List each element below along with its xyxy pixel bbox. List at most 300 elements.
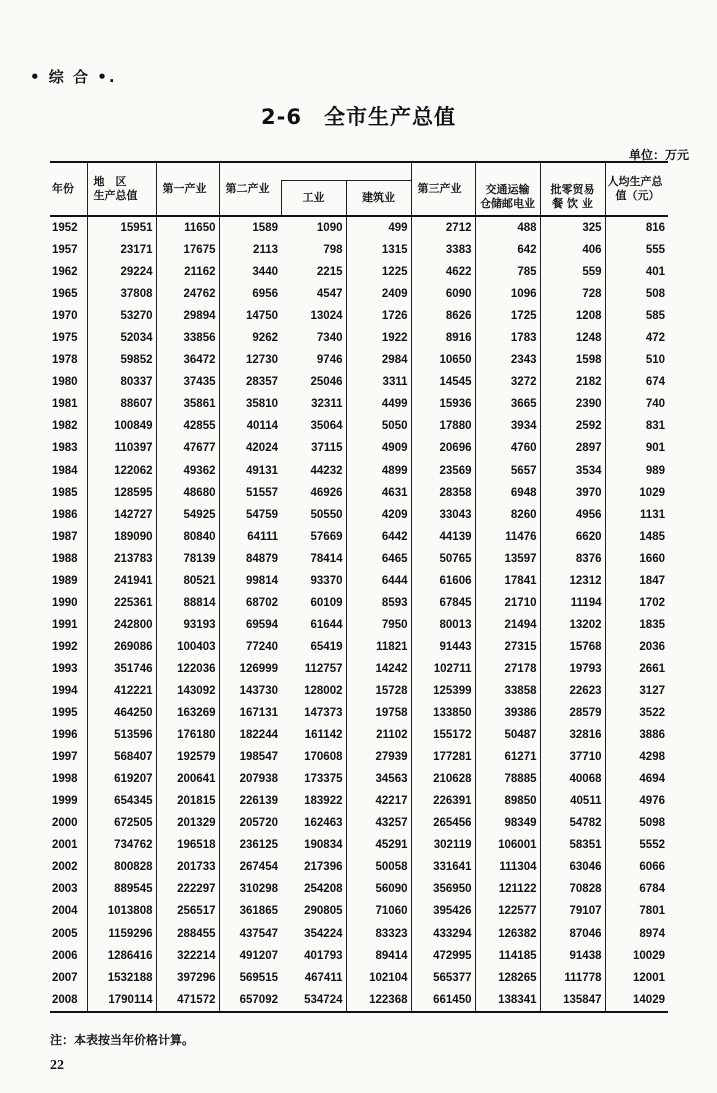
cell-wholesale: 325 bbox=[540, 216, 605, 239]
cell-year: 1995 bbox=[50, 702, 87, 724]
header-percapita-line1: 人均生产总 bbox=[607, 175, 663, 188]
cell-construction: 4499 bbox=[346, 393, 411, 415]
cell-transport: 98349 bbox=[475, 812, 540, 834]
header-secondary: 第二产业 bbox=[219, 162, 281, 216]
cell-transport: 11476 bbox=[475, 526, 540, 548]
cell-wholesale: 111778 bbox=[540, 967, 605, 989]
cell-secondary: 126999 bbox=[239, 662, 278, 675]
table-row bbox=[50, 856, 668, 878]
page-title: 2-6 全市生产总值 bbox=[261, 105, 456, 129]
cell-transport: 121122 bbox=[475, 878, 540, 900]
cell-tertiary: 125399 bbox=[411, 680, 475, 702]
cell-tertiary: 661450 bbox=[411, 989, 475, 1012]
cell-wholesale: 58351 bbox=[540, 834, 605, 856]
cell-tertiary: 226391 bbox=[411, 790, 475, 812]
table-row bbox=[50, 746, 668, 768]
cell-wholesale: 1248 bbox=[540, 327, 605, 349]
cell-wholesale: 1208 bbox=[540, 305, 605, 327]
cell-secondary: 198547 bbox=[239, 751, 278, 764]
cell-wholesale: 37710 bbox=[540, 746, 605, 768]
cell-gdp: 1532188 bbox=[87, 967, 156, 989]
cell-secondary: 226139 bbox=[239, 795, 278, 808]
cell-primary: 201815 bbox=[156, 790, 219, 812]
cell-tertiary: 23569 bbox=[411, 460, 475, 482]
cell-transport: 39386 bbox=[475, 702, 540, 724]
cell-secondary: 51557 bbox=[246, 486, 278, 499]
cell-industry: 128002 bbox=[281, 680, 346, 702]
cell-transport: 111304 bbox=[475, 856, 540, 878]
table-row bbox=[50, 878, 668, 900]
cell-industry: 290805 bbox=[281, 900, 346, 922]
cell-industry: 112757 bbox=[281, 658, 346, 680]
cell-construction: 42217 bbox=[346, 790, 411, 812]
cell-gdp: 88607 bbox=[87, 393, 156, 415]
cell-wholesale: 4956 bbox=[540, 504, 605, 526]
cell-gdp: 128595 bbox=[87, 482, 156, 504]
cell-secondary: 310298 bbox=[239, 883, 278, 896]
cell-primary: 100403 bbox=[156, 636, 219, 658]
cell-secondary: 68702 bbox=[246, 596, 278, 609]
cell-wholesale: 2390 bbox=[540, 393, 605, 415]
cell-construction: 27939 bbox=[346, 746, 411, 768]
cell-primary: 54925 bbox=[156, 504, 219, 526]
cell-wholesale: 19793 bbox=[540, 658, 605, 680]
cell-gdp: 52034 bbox=[87, 327, 156, 349]
cell-transport: 128265 bbox=[475, 967, 540, 989]
cell-gdp: 568407 bbox=[87, 746, 156, 768]
cell-percapita: 740 bbox=[645, 398, 665, 411]
table-row bbox=[50, 327, 668, 349]
cell-year: 1999 bbox=[50, 790, 87, 812]
cell-percapita: 2661 bbox=[639, 662, 665, 675]
cell-construction: 6444 bbox=[346, 570, 411, 592]
cell-wholesale: 12312 bbox=[540, 570, 605, 592]
cell-year: 1992 bbox=[50, 636, 87, 658]
cell-industry: 173375 bbox=[281, 768, 346, 790]
section-marker: • 综 合 •. bbox=[30, 68, 117, 86]
cell-primary: 11650 bbox=[156, 216, 219, 239]
header-year: 年份 bbox=[50, 162, 87, 216]
table-row bbox=[50, 261, 668, 283]
cell-tertiary: 33043 bbox=[411, 504, 475, 526]
cell-year: 1957 bbox=[50, 239, 87, 261]
cell-construction: 499 bbox=[346, 216, 411, 239]
cell-primary: 288455 bbox=[156, 923, 219, 945]
cell-tertiary: 61606 bbox=[411, 570, 475, 592]
cell-construction: 89414 bbox=[346, 945, 411, 967]
cell-gdp: 464250 bbox=[87, 702, 156, 724]
cell-tertiary: 565377 bbox=[411, 967, 475, 989]
table-row bbox=[50, 900, 668, 922]
cell-tertiary: 91443 bbox=[411, 636, 475, 658]
cell-transport: 78885 bbox=[475, 768, 540, 790]
cell-construction: 122368 bbox=[346, 989, 411, 1012]
cell-percapita: 5552 bbox=[639, 839, 665, 852]
cell-primary: 37435 bbox=[156, 371, 219, 393]
cell-year: 1952 bbox=[50, 216, 87, 239]
cell-construction: 4909 bbox=[346, 437, 411, 459]
cell-year: 1970 bbox=[50, 305, 87, 327]
cell-transport: 6948 bbox=[475, 482, 540, 504]
cell-secondary: 569515 bbox=[239, 971, 278, 984]
cell-gdp: 889545 bbox=[87, 878, 156, 900]
header-primary: 第一产业 bbox=[156, 162, 219, 216]
table-row bbox=[50, 283, 668, 305]
cell-tertiary: 28358 bbox=[411, 482, 475, 504]
cell-wholesale: 87046 bbox=[540, 923, 605, 945]
cell-construction: 3311 bbox=[346, 371, 411, 393]
table-row bbox=[50, 680, 668, 702]
cell-year: 1993 bbox=[50, 658, 87, 680]
cell-gdp: 225361 bbox=[87, 592, 156, 614]
cell-transport: 21710 bbox=[475, 592, 540, 614]
cell-industry: 183922 bbox=[281, 790, 346, 812]
header-wholesale-line1: 批零贸易 bbox=[550, 183, 595, 196]
cell-year: 1980 bbox=[50, 371, 87, 393]
cell-secondary: 77240 bbox=[246, 640, 278, 653]
cell-wholesale: 3970 bbox=[540, 482, 605, 504]
cell-transport: 642 bbox=[475, 239, 540, 261]
cell-tertiary: 302119 bbox=[411, 834, 475, 856]
cell-secondary: 54759 bbox=[246, 508, 278, 521]
cell-transport: 61271 bbox=[475, 746, 540, 768]
cell-percapita: 1485 bbox=[639, 530, 665, 543]
cell-percapita: 6784 bbox=[639, 883, 665, 896]
cell-year: 1991 bbox=[50, 614, 87, 636]
cell-primary: 163269 bbox=[156, 702, 219, 724]
cell-year: 1990 bbox=[50, 592, 87, 614]
cell-gdp: 37808 bbox=[87, 283, 156, 305]
cell-secondary: 35810 bbox=[246, 398, 278, 411]
header-percapita bbox=[605, 162, 668, 216]
cell-construction: 7950 bbox=[346, 614, 411, 636]
cell-industry: 467411 bbox=[281, 967, 346, 989]
cell-construction: 1315 bbox=[346, 239, 411, 261]
cell-gdp: 654345 bbox=[87, 790, 156, 812]
cell-tertiary: 3383 bbox=[411, 239, 475, 261]
cell-year: 2005 bbox=[50, 923, 87, 945]
cell-year: 2007 bbox=[50, 967, 87, 989]
cell-construction: 21102 bbox=[346, 724, 411, 746]
table-row bbox=[50, 526, 668, 548]
cell-gdp: 53270 bbox=[87, 305, 156, 327]
cell-construction: 102104 bbox=[346, 967, 411, 989]
cell-gdp: 189090 bbox=[87, 526, 156, 548]
cell-gdp: 100849 bbox=[87, 415, 156, 437]
cell-primary: 35861 bbox=[156, 393, 219, 415]
cell-tertiary: 133850 bbox=[411, 702, 475, 724]
cell-primary: 47677 bbox=[156, 437, 219, 459]
cell-percapita: 585 bbox=[645, 310, 665, 323]
table-row bbox=[50, 967, 668, 989]
cell-industry: 170608 bbox=[281, 746, 346, 768]
cell-industry: 57669 bbox=[281, 526, 346, 548]
cell-transport: 106001 bbox=[475, 834, 540, 856]
header-wholesale bbox=[540, 162, 605, 216]
cell-wholesale: 11194 bbox=[540, 592, 605, 614]
cell-tertiary: 331641 bbox=[411, 856, 475, 878]
cell-secondary: 491207 bbox=[239, 949, 278, 962]
cell-industry: 4547 bbox=[281, 283, 346, 305]
cell-construction: 8593 bbox=[346, 592, 411, 614]
cell-percapita: 816 bbox=[645, 222, 665, 235]
cell-transport: 126382 bbox=[475, 923, 540, 945]
cell-primary: 80521 bbox=[156, 570, 219, 592]
cell-industry: 190834 bbox=[281, 834, 346, 856]
cell-transport: 138341 bbox=[475, 989, 540, 1012]
cell-tertiary: 210628 bbox=[411, 768, 475, 790]
cell-tertiary: 433294 bbox=[411, 923, 475, 945]
cell-year: 1986 bbox=[50, 504, 87, 526]
cell-percapita: 3127 bbox=[639, 685, 665, 697]
cell-gdp: 80337 bbox=[87, 371, 156, 393]
table-row bbox=[50, 658, 668, 680]
cell-construction: 1726 bbox=[346, 305, 411, 327]
cell-primary: 322214 bbox=[156, 945, 219, 967]
cell-transport: 50487 bbox=[475, 724, 540, 746]
cell-percapita: 10029 bbox=[633, 949, 665, 962]
cell-construction: 6465 bbox=[346, 548, 411, 570]
cell-gdp: 619207 bbox=[87, 768, 156, 790]
cell-transport: 5657 bbox=[475, 460, 540, 482]
cell-wholesale: 728 bbox=[540, 283, 605, 305]
cell-wholesale: 3534 bbox=[540, 460, 605, 482]
cell-tertiary: 10650 bbox=[411, 349, 475, 371]
cell-transport: 17841 bbox=[475, 570, 540, 592]
table-row bbox=[50, 570, 668, 592]
cell-secondary: 14750 bbox=[246, 310, 278, 323]
cell-transport: 33858 bbox=[475, 680, 540, 702]
cell-gdp: 1790114 bbox=[87, 989, 156, 1012]
cell-secondary: 361865 bbox=[239, 905, 278, 918]
cell-construction: 6442 bbox=[346, 526, 411, 548]
cell-wholesale: 2182 bbox=[540, 371, 605, 393]
cell-gdp: 59852 bbox=[87, 349, 156, 371]
cell-wholesale: 406 bbox=[540, 239, 605, 261]
cell-construction: 19758 bbox=[346, 702, 411, 724]
cell-gdp: 23171 bbox=[87, 239, 156, 261]
cell-secondary: 12730 bbox=[246, 354, 278, 367]
cell-secondary: 207938 bbox=[239, 773, 278, 786]
cell-primary: 122036 bbox=[156, 658, 219, 680]
cell-secondary: 2113 bbox=[253, 244, 278, 257]
cell-transport: 13597 bbox=[475, 548, 540, 570]
cell-year: 1997 bbox=[50, 746, 87, 768]
cell-transport: 27178 bbox=[475, 658, 540, 680]
cell-construction: 2409 bbox=[346, 283, 411, 305]
cell-tertiary: 356950 bbox=[411, 878, 475, 900]
cell-percapita: 1835 bbox=[639, 618, 665, 631]
cell-industry: 93370 bbox=[281, 570, 346, 592]
table-row bbox=[50, 768, 668, 790]
cell-year: 1965 bbox=[50, 283, 87, 305]
cell-transport: 3272 bbox=[475, 371, 540, 393]
cell-industry: 32311 bbox=[281, 393, 346, 415]
cell-transport: 785 bbox=[475, 261, 540, 283]
cell-gdp: 213783 bbox=[87, 548, 156, 570]
cell-tertiary: 265456 bbox=[411, 812, 475, 834]
cell-industry: 65419 bbox=[281, 636, 346, 658]
cell-percapita: 2036 bbox=[639, 640, 665, 653]
cell-transport: 3934 bbox=[475, 415, 540, 437]
cell-wholesale: 28579 bbox=[540, 702, 605, 724]
cell-primary: 176180 bbox=[156, 724, 219, 746]
cell-wholesale: 54782 bbox=[540, 812, 605, 834]
page-number: 22 bbox=[50, 1058, 64, 1073]
cell-tertiary: 80013 bbox=[411, 614, 475, 636]
cell-industry: 1090 bbox=[281, 216, 346, 239]
cell-percapita: 401 bbox=[645, 266, 665, 279]
cell-primary: 201329 bbox=[156, 812, 219, 834]
cell-percapita: 989 bbox=[645, 464, 665, 477]
cell-gdp: 241941 bbox=[87, 570, 156, 592]
cell-construction: 4631 bbox=[346, 482, 411, 504]
cell-primary: 256517 bbox=[156, 900, 219, 922]
cell-percapita: 555 bbox=[645, 244, 665, 257]
cell-tertiary: 17880 bbox=[411, 415, 475, 437]
cell-secondary: 64111 bbox=[247, 530, 278, 543]
cell-transport: 4760 bbox=[475, 437, 540, 459]
cell-industry: 147373 bbox=[281, 702, 346, 724]
cell-gdp: 110397 bbox=[87, 437, 156, 459]
cell-gdp: 412221 bbox=[87, 680, 156, 702]
cell-primary: 17675 bbox=[156, 239, 219, 261]
cell-secondary: 3440 bbox=[252, 266, 278, 279]
footnote: 注：本表按当年价格计算。 bbox=[50, 1033, 195, 1047]
cell-gdp: 1013808 bbox=[87, 900, 156, 922]
unit-label: 单位：万元 bbox=[628, 148, 689, 162]
cell-year: 1989 bbox=[50, 570, 87, 592]
cell-industry: 161142 bbox=[281, 724, 346, 746]
cell-secondary: 657092 bbox=[219, 989, 281, 1012]
cell-secondary: 9262 bbox=[252, 332, 278, 345]
cell-percapita: 3522 bbox=[639, 707, 665, 720]
cell-construction: 11821 bbox=[346, 636, 411, 658]
cell-construction: 45291 bbox=[346, 834, 411, 856]
cell-primary: 93193 bbox=[156, 614, 219, 636]
cell-secondary: 167131 bbox=[239, 707, 278, 720]
cell-primary: 88814 bbox=[156, 592, 219, 614]
cell-year: 1985 bbox=[50, 482, 87, 504]
header-construction: 建筑业 bbox=[346, 181, 411, 217]
cell-transport: 21494 bbox=[475, 614, 540, 636]
cell-secondary: 84879 bbox=[246, 552, 278, 565]
cell-percapita: 1131 bbox=[640, 508, 665, 521]
cell-secondary: 182244 bbox=[239, 729, 278, 742]
cell-construction: 1225 bbox=[346, 261, 411, 283]
cell-year: 2002 bbox=[50, 856, 87, 878]
cell-wholesale: 2592 bbox=[540, 415, 605, 437]
cell-tertiary: 20696 bbox=[411, 437, 475, 459]
cell-industry: 46926 bbox=[281, 482, 346, 504]
cell-secondary: 236125 bbox=[239, 839, 278, 852]
cell-wholesale: 70828 bbox=[540, 878, 605, 900]
cell-percapita: 510 bbox=[645, 354, 665, 367]
cell-primary: 192579 bbox=[156, 746, 219, 768]
cell-primary: 397296 bbox=[156, 967, 219, 989]
table-row bbox=[50, 393, 668, 415]
cell-gdp: 15951 bbox=[87, 216, 156, 239]
cell-construction: 15728 bbox=[346, 680, 411, 702]
table-row bbox=[50, 216, 668, 239]
cell-percapita: 1660 bbox=[639, 552, 665, 565]
cell-year: 1994 bbox=[50, 680, 87, 702]
cell-transport: 1725 bbox=[475, 305, 540, 327]
header-percapita-line2: 值（元） bbox=[615, 189, 660, 202]
cell-percapita: 674 bbox=[645, 376, 665, 389]
cell-wholesale: 79107 bbox=[540, 900, 605, 922]
table-row bbox=[50, 239, 668, 261]
header-wholesale-line2: 餐 饮 业 bbox=[552, 197, 593, 210]
cell-year: 2008 bbox=[50, 989, 87, 1012]
cell-secondary: 42024 bbox=[246, 442, 278, 455]
header-gdp-line1: 地 区 bbox=[93, 175, 127, 188]
cell-industry: 37115 bbox=[281, 437, 346, 459]
cell-transport: 114185 bbox=[475, 945, 540, 967]
cell-tertiary: 102711 bbox=[411, 658, 475, 680]
cell-wholesale: 32816 bbox=[540, 724, 605, 746]
cell-wholesale: 13202 bbox=[540, 614, 605, 636]
cell-construction: 43257 bbox=[346, 812, 411, 834]
cell-primary: 80840 bbox=[156, 526, 219, 548]
cell-year: 2001 bbox=[50, 834, 87, 856]
cell-percapita: 8974 bbox=[639, 927, 665, 940]
cell-industry: 44232 bbox=[281, 460, 346, 482]
table-row bbox=[50, 592, 668, 614]
cell-primary: 196518 bbox=[156, 834, 219, 856]
cell-gdp: 351746 bbox=[87, 658, 156, 680]
cell-transport: 488 bbox=[475, 216, 540, 239]
cell-gdp: 242800 bbox=[87, 614, 156, 636]
cell-wholesale: 6620 bbox=[540, 526, 605, 548]
cell-industry: 25046 bbox=[281, 371, 346, 393]
cell-wholesale: 1598 bbox=[540, 349, 605, 371]
header-gdp-line2: 生产总值 bbox=[93, 189, 138, 202]
cell-year: 1978 bbox=[50, 349, 87, 371]
cell-year: 2000 bbox=[50, 812, 87, 834]
cell-wholesale: 22623 bbox=[540, 680, 605, 702]
cell-industry: 217396 bbox=[281, 856, 346, 878]
cell-construction: 83323 bbox=[346, 923, 411, 945]
table-body bbox=[50, 216, 668, 1012]
cell-industry: 354224 bbox=[281, 923, 346, 945]
cell-year: 1975 bbox=[50, 327, 87, 349]
cell-primary: 471572 bbox=[156, 989, 219, 1012]
cell-primary: 201733 bbox=[156, 856, 219, 878]
cell-transport: 2343 bbox=[475, 349, 540, 371]
cell-gdp: 1159296 bbox=[87, 923, 156, 945]
cell-year: 1987 bbox=[50, 526, 87, 548]
cell-transport: 27315 bbox=[475, 636, 540, 658]
cell-percapita: 4298 bbox=[639, 751, 665, 764]
cell-tertiary: 8626 bbox=[411, 305, 475, 327]
cell-year: 1962 bbox=[50, 261, 87, 283]
cell-primary: 222297 bbox=[156, 878, 219, 900]
cell-wholesale: 15768 bbox=[540, 636, 605, 658]
cell-construction: 1922 bbox=[346, 327, 411, 349]
header-gdp bbox=[87, 162, 156, 216]
cell-industry: 401793 bbox=[281, 945, 346, 967]
cell-percapita: 7801 bbox=[639, 905, 665, 918]
cell-tertiary: 67845 bbox=[411, 592, 475, 614]
cell-secondary: 6956 bbox=[252, 288, 278, 301]
cell-percapita: 472 bbox=[645, 332, 665, 345]
cell-gdp: 734762 bbox=[87, 834, 156, 856]
cell-primary: 24762 bbox=[156, 283, 219, 305]
table-row bbox=[50, 636, 668, 658]
cell-secondary: 267454 bbox=[239, 861, 278, 874]
cell-year: 2004 bbox=[50, 900, 87, 922]
